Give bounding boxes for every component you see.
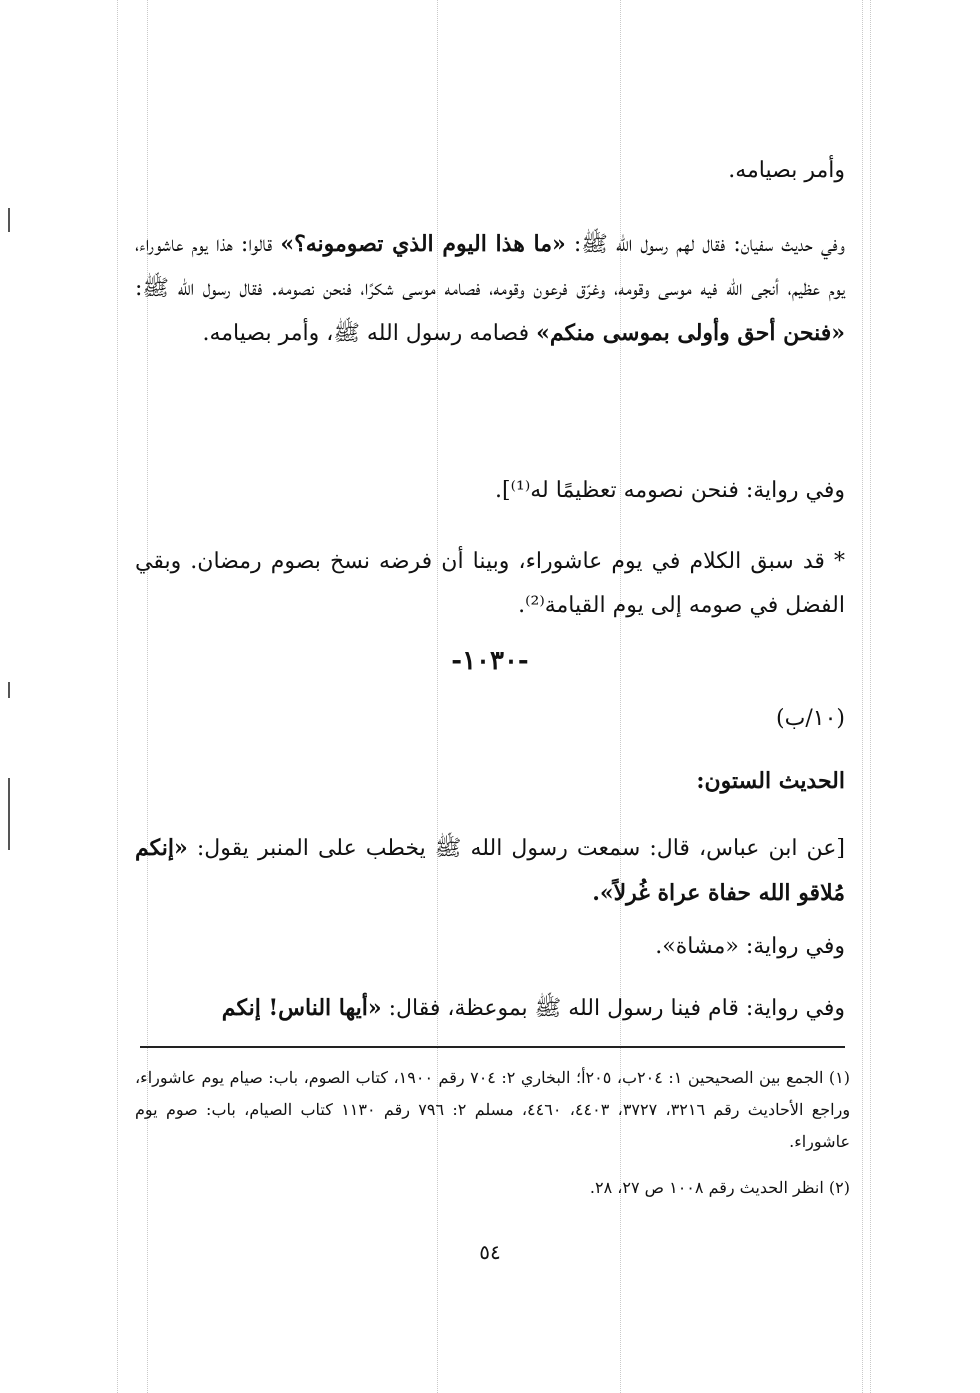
narration-text: فصامه رسول الله ﷺ، وأمر بصيامه. xyxy=(202,321,530,346)
footnote-separator xyxy=(140,1046,845,1048)
hadith-quote: «أيها الناس! إنكم xyxy=(221,995,382,1021)
scan-edge-mark xyxy=(8,778,10,850)
hadith-quote: «فنحن أحق وأولى بموسى منكم» xyxy=(536,320,845,346)
paragraph-sufyan-narration xyxy=(135,222,845,356)
page-number: ٥٤ xyxy=(479,1240,501,1264)
scan-edge-mark xyxy=(8,208,10,232)
scan-guide-line xyxy=(870,0,871,1393)
scan-edge-mark xyxy=(8,682,10,698)
paragraph-riwaya: وفي رواية: فنحن نصومه تعظيمًا له⁽¹⁾]. xyxy=(495,478,845,503)
paragraph-riwaya-mawiza xyxy=(222,994,845,1026)
manuscript-reference: (١٠/ب) xyxy=(776,706,845,731)
paragraph-riwaya-mushat: وفي رواية: «مشاة». xyxy=(655,934,845,959)
narration-intro: وفي رواية: قام فينا رسول الله ﷺ بموعظة، فقال: xyxy=(388,996,845,1021)
hadith-quote: «إنكم مُلاقو الله حفاة عراة غُرلاً». xyxy=(135,835,845,906)
hadith-quote: «ما هذا اليوم الذي تصومونه؟» xyxy=(280,231,566,257)
scan-guide-line xyxy=(862,0,863,1393)
paragraph-closing-line: وأمر بصيامه. xyxy=(728,158,845,183)
hadith-number: -١٠٣٠- xyxy=(451,646,529,676)
scan-guide-line xyxy=(117,0,118,1393)
hadith-heading: الحديث الستون: xyxy=(696,768,845,794)
paragraph-commentary: * قد سبق الكلام في يوم عاشوراء، وبينا أن فرضه نسخ بصوم رمضان. وبقي الفضل في صومه إلى يوم القيامة⁽²⁾. xyxy=(135,549,845,618)
narration-intro: وفي حديث سفيان: فقال لهم رسول الله ﷺ: xyxy=(573,232,846,257)
footnote-1: (١) الجمع بين الصحيحين ١: ٢٠٤ب، ٢٠٥أ؛ البخاري ٢: ٧٠٤ رقم ١٩٠٠، كتاب الصوم، باب: صيام يوم عاشوراء، وراجع الأحاديث رقم ٣٢١٦، ٣٧٢٧، ٤٤٠٣، ٤٤٦٠، مسلم ٢: ٧٩٦ رقم ١١٣٠ كتاب الصيام، باب: صوم يوم عاشوراء. xyxy=(135,1068,851,1151)
footnote-2: (٢) انظر الحديث رقم ١٠٠٨ ص ٢٧، ٢٨. xyxy=(589,1178,850,1197)
narration-text: قالوا: هذا يوم عاشوراء، يوم عظيم، أنجى الله فيه موسى وقومه، وغرّق فرعون وقومه، فصامه موسى شكرًا، فنحن نصومه. فقال رسول الله ﷺ: xyxy=(135,232,845,301)
narration-intro: [عن ابن عباس، قال: سمعت رسول الله ﷺ يخطب على المنبر يقول: xyxy=(196,836,845,861)
paragraph-ibn-abbas xyxy=(135,826,845,916)
